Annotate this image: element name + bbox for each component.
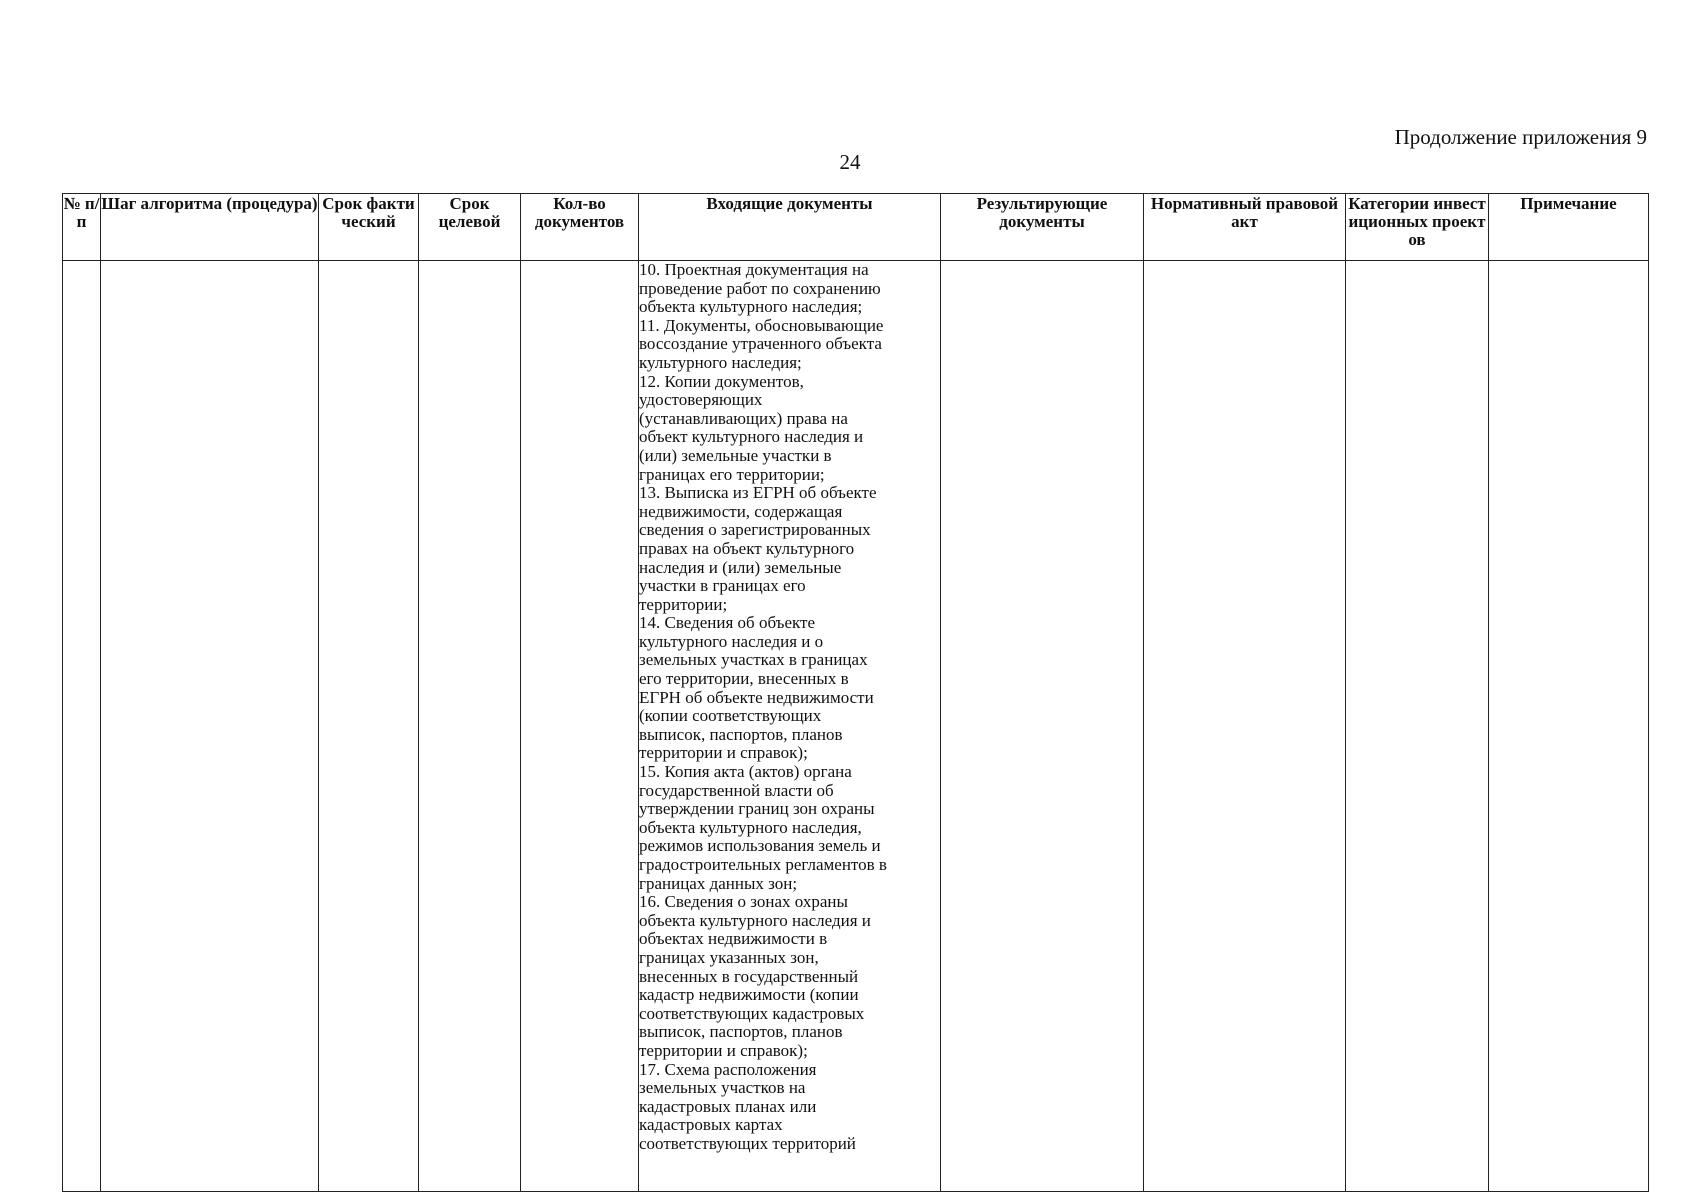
cell-legal-act — [1144, 261, 1346, 1192]
incoming-document-line: 15. Копия акта (актов) органа — [639, 762, 852, 782]
cell-term-actual — [319, 261, 419, 1192]
col-header-legal-act: Нормативный правовой акт — [1144, 194, 1346, 261]
cell-number — [63, 261, 101, 1192]
incoming-document-line: (устанавливающих) права на — [639, 408, 848, 428]
incoming-document-line: утверждении границ зон охраны — [639, 799, 875, 819]
table-header-row — [63, 194, 1649, 261]
col-header-resulting-documents: Результирующие документы — [941, 194, 1144, 261]
col-header-categories: Категории инвестиционных проектов — [1346, 194, 1489, 261]
incoming-document-line: объект культурного наследия и — [639, 427, 864, 447]
col-header-term-target: Срок целевой — [419, 194, 521, 261]
incoming-document-line: объекта культурного наследия, — [639, 817, 862, 837]
col-header-doc-count: Кол-во документов — [521, 194, 639, 261]
algorithm-table — [62, 193, 1649, 1192]
incoming-document-line: 16. Сведения о зонах охраны — [639, 892, 848, 912]
incoming-document-line: проведение работ по сохранению — [639, 278, 881, 298]
incoming-document-line: культурного наследия; — [639, 352, 802, 372]
cell-step — [101, 261, 319, 1192]
cell-resulting-documents — [941, 261, 1144, 1192]
incoming-document-line: территории и справок); — [639, 1040, 808, 1060]
incoming-document-line: границах указанных зон, — [639, 947, 819, 967]
cell-note — [1489, 261, 1649, 1192]
incoming-document-line: границах данных зон; — [639, 873, 798, 893]
incoming-document-line: его территории, внесенных в — [639, 669, 849, 689]
incoming-document-line: (копии соответствующих — [639, 706, 822, 726]
incoming-document-line: 17. Схема расположения — [639, 1059, 817, 1079]
incoming-document-line: воссоздание утраченного объекта — [639, 334, 882, 354]
incoming-document-line: внесенных в государственный — [639, 966, 859, 986]
incoming-document-line: 13. Выписка из ЕГРН об объекте — [639, 483, 877, 503]
incoming-document-line: 14. Сведения об объекте — [639, 613, 816, 633]
col-header-number: № п/п — [63, 194, 101, 261]
incoming-document-line: государственной власти об — [639, 780, 834, 800]
incoming-document-line: градостроительных регламентов в — [639, 855, 887, 874]
incoming-document-line: территории и справок); — [639, 743, 808, 763]
appendix-continuation-label: Продолжение приложения 9 — [1394, 125, 1647, 149]
incoming-document-line: земельных участках в границах — [639, 650, 868, 670]
incoming-document-line: наследия и (или) земельные — [639, 557, 842, 577]
cell-incoming-documents — [639, 261, 941, 1192]
incoming-document-line: правах на объект культурного — [639, 538, 855, 558]
incoming-document-line: режимов использования земель и — [639, 836, 881, 856]
incoming-document-line: границах его территории; — [639, 464, 825, 484]
page-number: 24 — [839, 150, 861, 174]
incoming-document-line: 10. Проектная документация на — [639, 260, 869, 279]
incoming-document-line: соответствующих кадастровых — [639, 1003, 865, 1023]
cell-categories — [1346, 261, 1489, 1192]
incoming-document-line: объектах недвижимости в — [639, 929, 828, 949]
incoming-document-line: земельных участков на — [639, 1078, 806, 1098]
incoming-document-line: удостоверяющих — [639, 390, 763, 410]
col-header-step: Шаг алгоритма (процедура) — [101, 194, 319, 261]
cell-doc-count — [521, 261, 639, 1192]
incoming-document-line: соответствующих территорий — [639, 1133, 856, 1153]
col-header-term-actual: Срок фактический — [319, 194, 419, 261]
incoming-document-line: сведения о зарегистрированных — [639, 520, 871, 540]
incoming-document-line: кадастровых картах — [639, 1115, 783, 1135]
incoming-document-line: выписок, паспортов, планов — [639, 724, 843, 744]
table-row — [63, 261, 1649, 1192]
incoming-document-line: ЕГРН об объекте недвижимости — [639, 687, 874, 707]
incoming-document-line: кадастр недвижимости (копии — [639, 985, 859, 1005]
incoming-document-line: кадастровых планах или — [639, 1096, 817, 1116]
col-header-note: Примечание — [1489, 194, 1649, 261]
cell-term-target — [419, 261, 521, 1192]
col-header-incoming-documents: Входящие документы — [639, 194, 941, 261]
incoming-document-line: объекта культурного наследия и — [639, 910, 871, 930]
incoming-document-line: недвижимости, содержащая — [639, 501, 843, 521]
incoming-document-line: культурного наследия и о — [639, 631, 824, 651]
incoming-document-line: выписок, паспортов, планов — [639, 1022, 843, 1042]
incoming-document-line: территории; — [639, 594, 728, 614]
incoming-document-line: участки в границах его — [639, 576, 806, 596]
incoming-document-line: (или) земельные участки в — [639, 445, 832, 465]
incoming-document-line: объекта культурного наследия; — [639, 297, 863, 317]
incoming-document-line: 11. Документы, обосновывающие — [639, 315, 884, 335]
incoming-document-line: 12. Копии документов, — [639, 371, 804, 391]
